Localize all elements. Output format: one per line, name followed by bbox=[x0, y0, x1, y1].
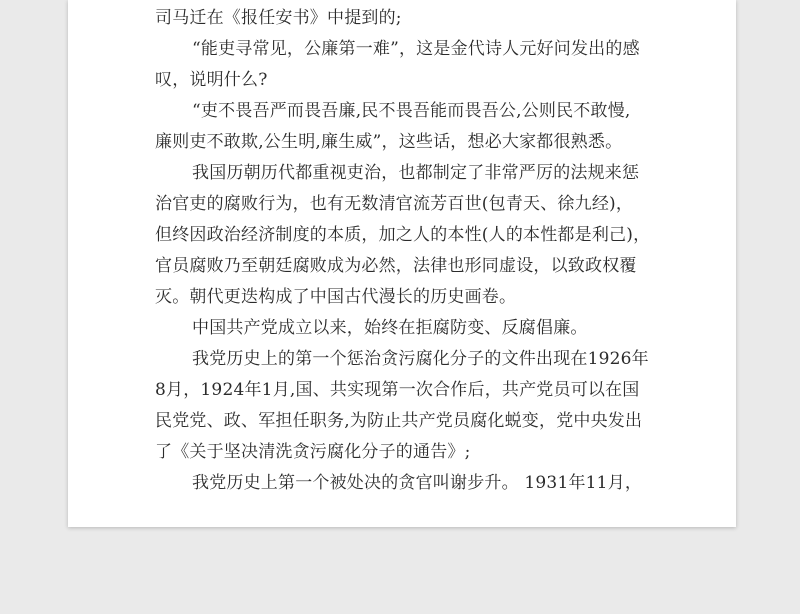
text-line-3: 叹，说明什么? bbox=[155, 70, 268, 90]
document-body bbox=[155, 3, 725, 499]
text-line-14: 民党党、政、军担任职务,为防止共产党员腐化蜕变，党中央发出 bbox=[155, 411, 643, 431]
text-line-13: 8月，1924年1月,国、共实现第一次合作后，共产党员可以在国 bbox=[155, 380, 640, 400]
text-line-15: 了《关于坚决清洗贪污腐化分子的通告》; bbox=[155, 442, 471, 462]
text-line-5: 廉则吏不敢欺,公生明,廉生威”，这些话，想必大家都很熟悉。 bbox=[155, 132, 623, 152]
document-page bbox=[68, 0, 736, 527]
text-line-1: 司马迁在《报任安书》中提到的; bbox=[155, 8, 402, 28]
text-line-9: 官员腐败乃至朝廷腐败成为必然，法律也形同虚设，以致政权覆 bbox=[155, 256, 637, 276]
text-line-11: 中国共产党成立以来，始终在拒腐防变、反腐倡廉。 bbox=[192, 318, 588, 338]
text-line-2: “能吏寻常见，公廉第一难”，这是金代诗人元好问发出的感 bbox=[192, 39, 640, 59]
text-line-7: 治官吏的腐败行为，也有无数清官流芳百世(包青天、徐九经)， bbox=[155, 194, 634, 214]
text-line-4: “吏不畏吾严而畏吾廉,民不畏吾能而畏吾公,公则民不敢慢, bbox=[192, 101, 631, 121]
text-line-12: 我党历史上的第一个惩治贪污腐化分子的文件出现在1926年 bbox=[192, 349, 649, 369]
text-line-16: 我党历史上第一个被处决的贪官叫谢步升。 1931年11月， bbox=[192, 473, 643, 493]
text-line-10: 灭。朝代更迭构成了中国古代漫长的历史画卷。 bbox=[155, 287, 517, 307]
text-line-6: 我国历朝历代都重视吏治，也都制定了非常严厉的法规来惩 bbox=[192, 163, 640, 183]
text-line-8: 但终因政治经济制度的本质，加之人的本性(人的本性都是利己)， bbox=[155, 225, 651, 245]
